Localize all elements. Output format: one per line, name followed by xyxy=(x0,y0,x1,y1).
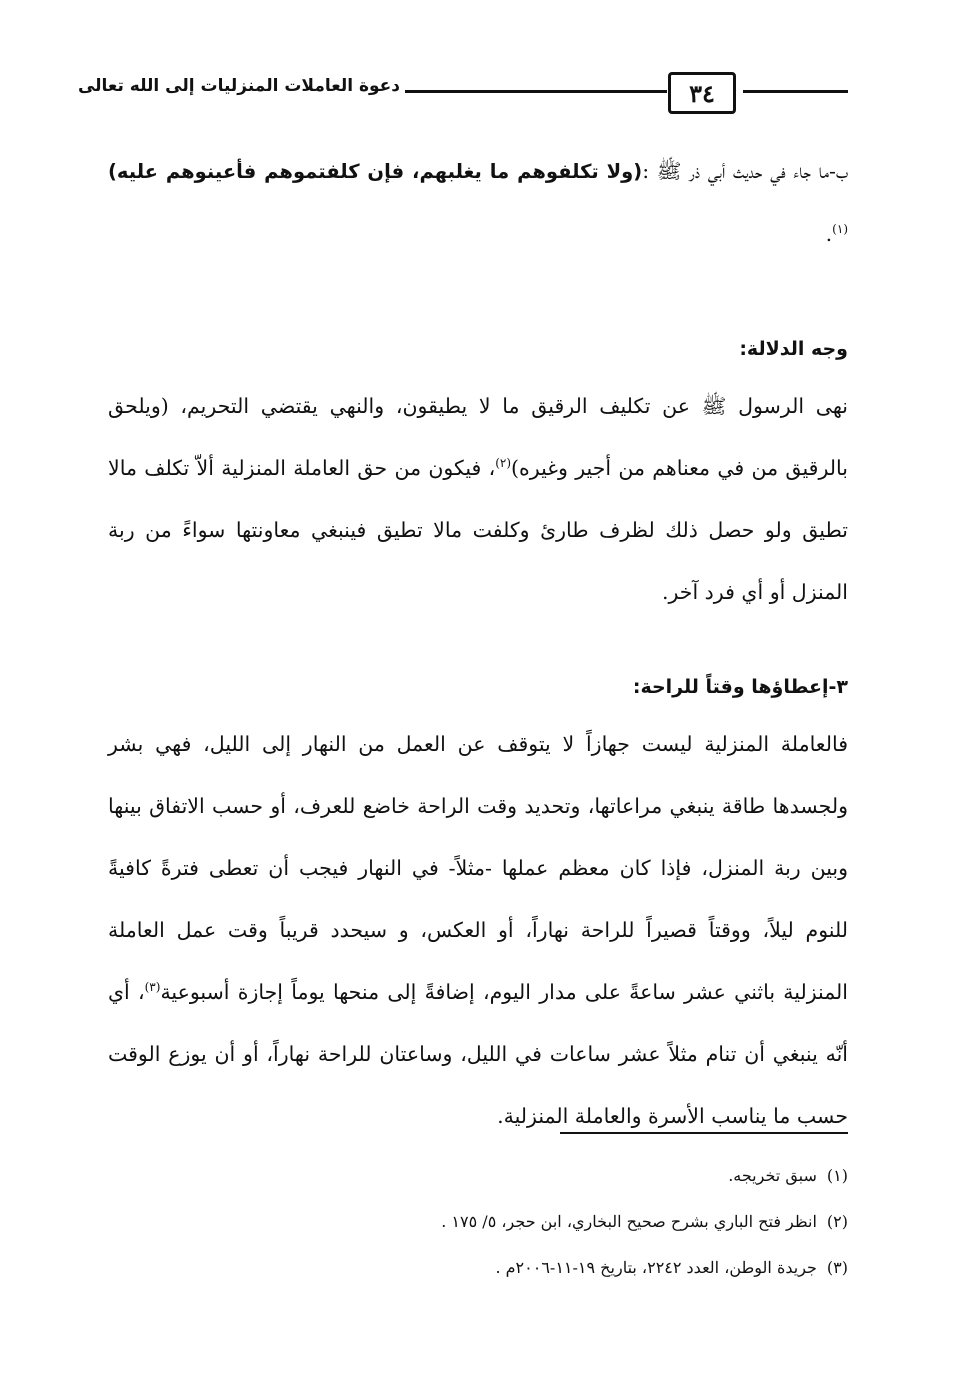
footnote-ref-2: (٢) xyxy=(495,456,512,471)
main-text xyxy=(108,140,848,1147)
hadith-end: . xyxy=(825,222,833,246)
rest-text-1: فالعاملة المنزلية ليست جهازاً لا يتوقف عن العمل من النهار إلى الليل، فهي بشر ولجسدها طاقة ينبغي مراعاتها، وتحديد وقت الراحة خاضع للعرف، أو حسب الاتفاق بينها وبين ربة المنزل، فإذا كان معظم عملها -مثلاً- في النهار فيجب أن تعطى فترةً كافيةً للنوم ليلاً، ووقتاً قصيراً للراحة نهاراً، أو العكس، و سيحدد قريباً وقت عمل العاملة المنزلية باثني عشر ساعةً على مدار اليوم، إضافةً إلى منحها يوماً إجازة أسبوعية xyxy=(108,732,849,1004)
rest-text-2: ، أي أنّه ينبغي أن تنام مثلاً عشر ساعات في الليل، وساعتان للراحة نهاراً، أو أن يوزع الوقت حسب ما يناسب الأسرة والعاملة المنزلية. xyxy=(108,980,848,1128)
rest-paragraph xyxy=(108,713,848,1147)
page-number: ٣٤ xyxy=(689,78,715,108)
hadith-intro: ب-ما جاء في حديث أبي ذر ﷺ : xyxy=(642,159,848,183)
footnote-separator xyxy=(560,1132,848,1134)
footnote-number: (٣) xyxy=(826,1258,848,1277)
footnote-ref-3: (٣) xyxy=(144,980,161,995)
footnote-number: (١) xyxy=(826,1166,848,1185)
footnote-item xyxy=(108,1199,848,1245)
page-number-box xyxy=(668,72,736,114)
section-heading-rest: ٣-إعطاؤها وقتاً للراحة: xyxy=(632,676,848,698)
page-header xyxy=(77,66,848,116)
footnotes xyxy=(108,1153,848,1291)
hadith-quote: (ولا تكلفوهم ما يغلبهم، فإن كلفتموهم فأعينوهم عليه) xyxy=(108,160,643,183)
footnote-text: سبق تخريجه. xyxy=(728,1166,817,1185)
wajh-text-2: ، فيكون من حق العاملة المنزلية ألاّ تكلف مالا تطيق ولو حصل ذلك لظرف طارئ وكلفت مالا تطيق فينبغي معاونتها سواءً من ربة المنزل أو أي فرد آخر. xyxy=(108,456,848,604)
footnote-number: (٢) xyxy=(826,1212,848,1231)
wajh-paragraph xyxy=(108,375,848,623)
running-title: دعوة العاملات المنزليات إلى الله تعالى xyxy=(77,76,400,96)
header-rule-left xyxy=(405,90,667,93)
footnote-ref-1: (١) xyxy=(832,222,848,237)
section-heading-wajh: وجه الدلالة: xyxy=(739,338,848,360)
footnote-item xyxy=(108,1153,848,1199)
header-rule-right xyxy=(743,90,848,93)
footnote-text: انظر فتح الباري بشرح صحيح البخاري، ابن حجر، ٥/ ١٧٥ . xyxy=(441,1212,817,1231)
footnote-text: جريدة الوطن، العدد ٢٢٤٢، بتاريخ ١٩-١١-٢٠٠٦م . xyxy=(495,1258,817,1277)
wajh-text-1: نهى الرسول ﷺ عن تكليف الرقيق ما لا يطيقون، والنهي يقتضي التحريم، (ويلحق بالرقيق من في معناهم من أجير وغيره) xyxy=(108,394,848,480)
footnote-item xyxy=(108,1245,848,1291)
hadith-paragraph xyxy=(108,140,848,265)
